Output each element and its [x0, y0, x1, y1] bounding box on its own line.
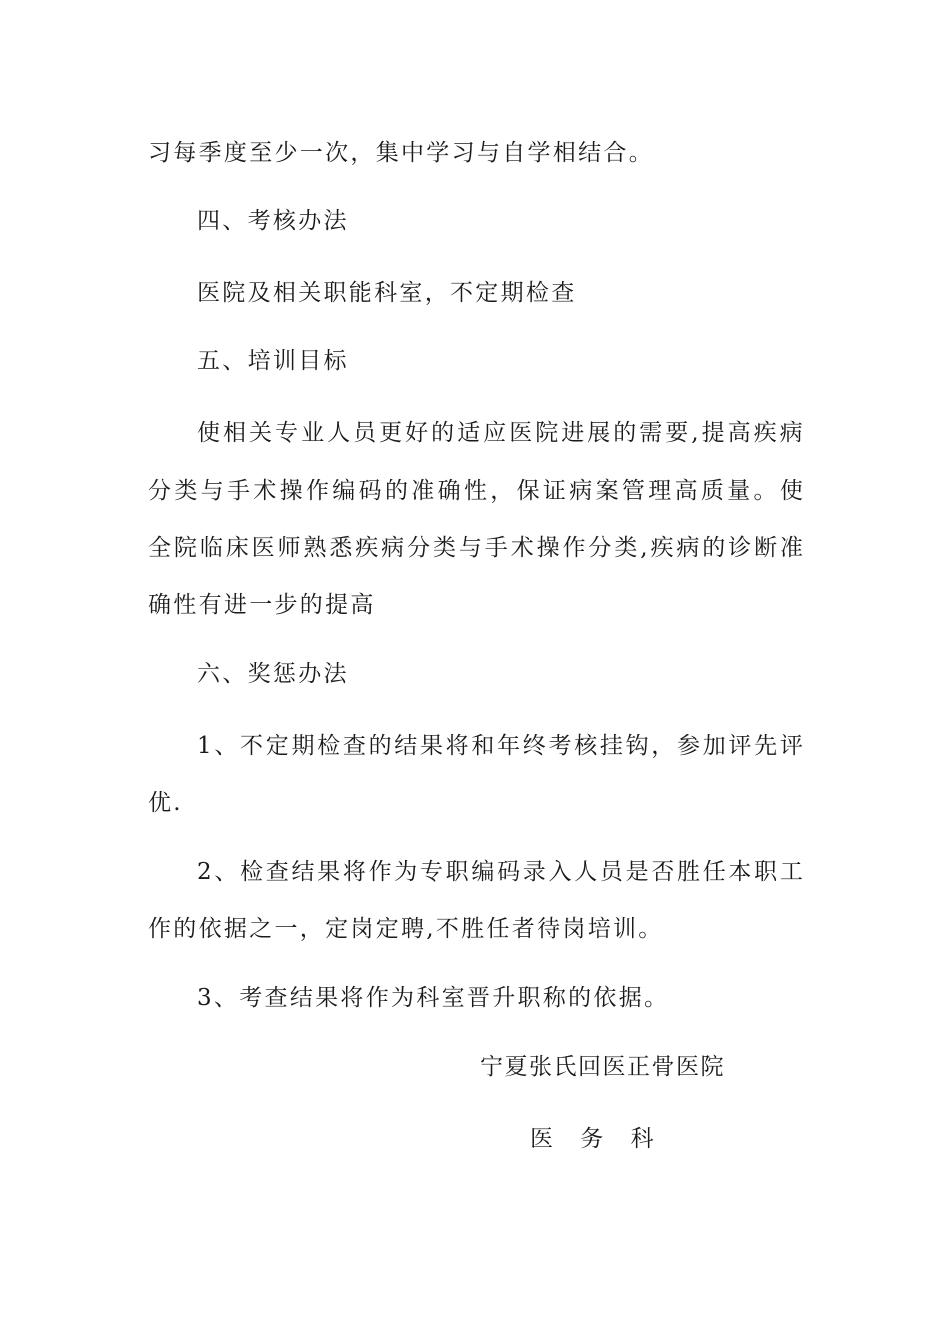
section6-item1-line-1: 1 、 不 定 期 检 查 的 结 果 将 和 年 终 考 核 挂 钩 ， 参 加 评 先 评 — [197, 733, 803, 759]
continuation-text: 习每季度至少一次，集中学习与自学相结合。 — [148, 140, 654, 166]
section5-line-2: 分 类 与 手 术 操 作 编 码 的 准 确 性 ， 保 证 病 案 管 理 高 质 量 。 使 — [148, 478, 803, 504]
section5-line-3: 全 院 临 床 医 师 熟 悉 疾 病 分 类 与 手 术 操 作 分 类 , 疾 病 的 诊 断 准 — [148, 535, 803, 561]
signature-department: 医 务 科 — [530, 1126, 664, 1152]
section6-item2-line-2: 作的依据之一，定岗定聘,不胜任者待岗培训。 — [148, 916, 664, 942]
section5-line-4: 确性有进一步的提高 — [148, 592, 376, 618]
section5-line-1: 使 相 关 专 业 人 员 更 好 的 适 应 医 院 进 展 的 需 要 , 提 高 疾 病 — [197, 420, 803, 446]
section5-heading: 五、培训目标 — [197, 348, 349, 374]
section4-body: 医院及相关职能科室，不定期检查 — [197, 280, 577, 306]
section4-heading: 四、考核办法 — [197, 208, 349, 234]
section6-item2-line-1: 2 、 检 查 结 果 将 作 为 专 职 编 码 录 入 人 员 是 否 胜 任 本 职 工 — [197, 859, 803, 885]
section6-heading: 六、奖惩办法 — [197, 661, 349, 687]
signature-organization: 宁夏张氏回医正骨医院 — [480, 1054, 725, 1080]
section6-item3: 3、考查结果将作为科室晋升职称的依据。 — [197, 985, 670, 1011]
section6-item1-line-2: 优. — [148, 790, 183, 816]
